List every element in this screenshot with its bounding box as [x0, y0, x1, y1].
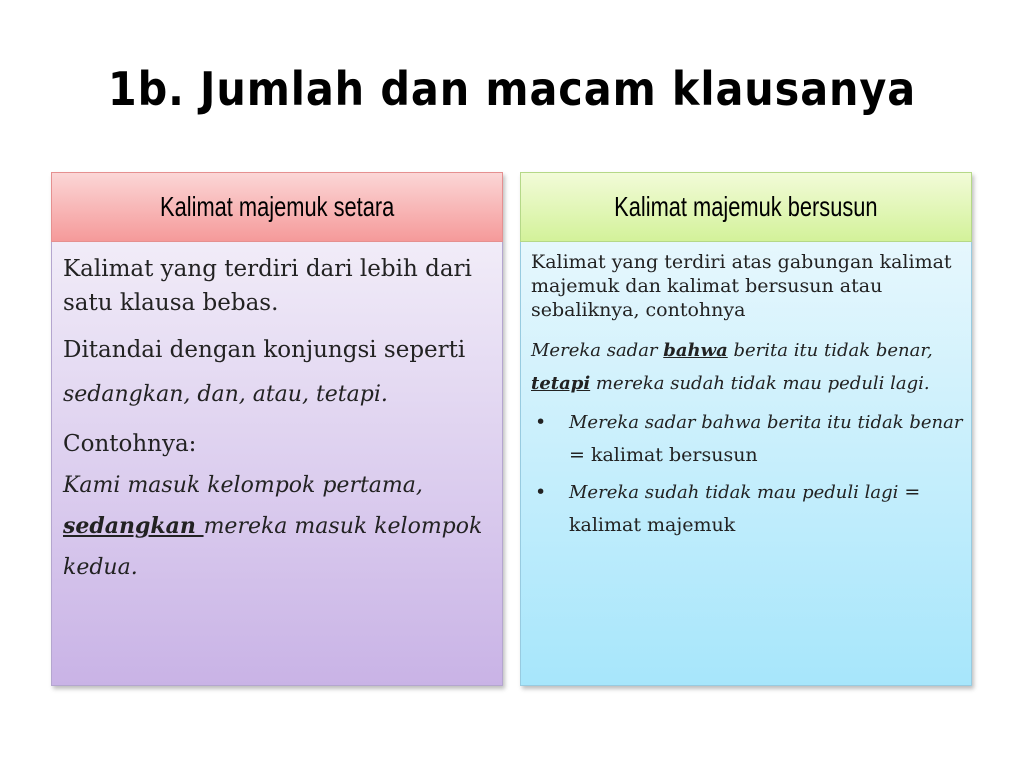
example-sentence-setara: [63, 465, 492, 588]
bullet-sentence: Mereka sadar bahwa berita itu tidak benar: [569, 412, 963, 433]
header-label-bersusun: Kalimat majemuk bersusun: [614, 191, 878, 222]
panel-header-bersusun: [520, 172, 972, 242]
panel-body-bersusun: [520, 242, 972, 686]
example-conj-tetapi: tetapi: [531, 373, 591, 394]
panel-bersusun: [520, 172, 972, 686]
bullet-result: = kalimat bersusun: [569, 444, 758, 466]
example-r-part2: berita itu tidak benar,: [727, 340, 933, 361]
example-label: Contohnya:: [63, 431, 197, 457]
list-item: [531, 476, 963, 542]
example-conj-bahwa: bahwa: [663, 340, 728, 361]
bullet-result: = kalimat majemuk: [569, 481, 921, 536]
bullet-sentence: Mereka sudah tidak mau peduli lagi: [569, 482, 899, 503]
header-label-setara: Kalimat majemuk setara: [159, 191, 395, 222]
definition-bersusun: Kalimat yang terdiri atas gabungan kalimat majemuk dan kalimat bersusun atau sebaliknya, contohnya: [531, 251, 952, 321]
example-part2: mereka masuk kelompok kedua.: [63, 514, 483, 580]
marker-conjunctions: sedangkan, dan, atau, tetapi.: [63, 382, 388, 407]
marker-intro: Ditandai dengan konjungsi seperti: [63, 337, 466, 363]
bullet-icon: •: [535, 411, 547, 433]
definition-setara: Kalimat yang terdiri dari lebih dari satu klausa bebas.: [63, 256, 472, 316]
example-conjunction: sedangkan: [63, 513, 204, 539]
bullet-list: [531, 406, 963, 542]
example-part1: Kami masuk kelompok pertama,: [63, 473, 423, 498]
slide-title: 1b. Jumlah dan macam klausanya: [107, 62, 917, 116]
panel-header-setara: [51, 172, 503, 242]
panel-body-setara: [51, 242, 503, 686]
example-sentence-bersusun: [531, 334, 963, 400]
example-r-part3: mereka sudah tidak mau peduli lagi.: [590, 373, 930, 394]
marker-text: [63, 328, 492, 417]
bullet-icon: •: [535, 481, 547, 503]
list-item: [531, 406, 963, 472]
example-r-part1: Mereka sadar: [531, 340, 664, 361]
panel-setara: [51, 172, 503, 686]
